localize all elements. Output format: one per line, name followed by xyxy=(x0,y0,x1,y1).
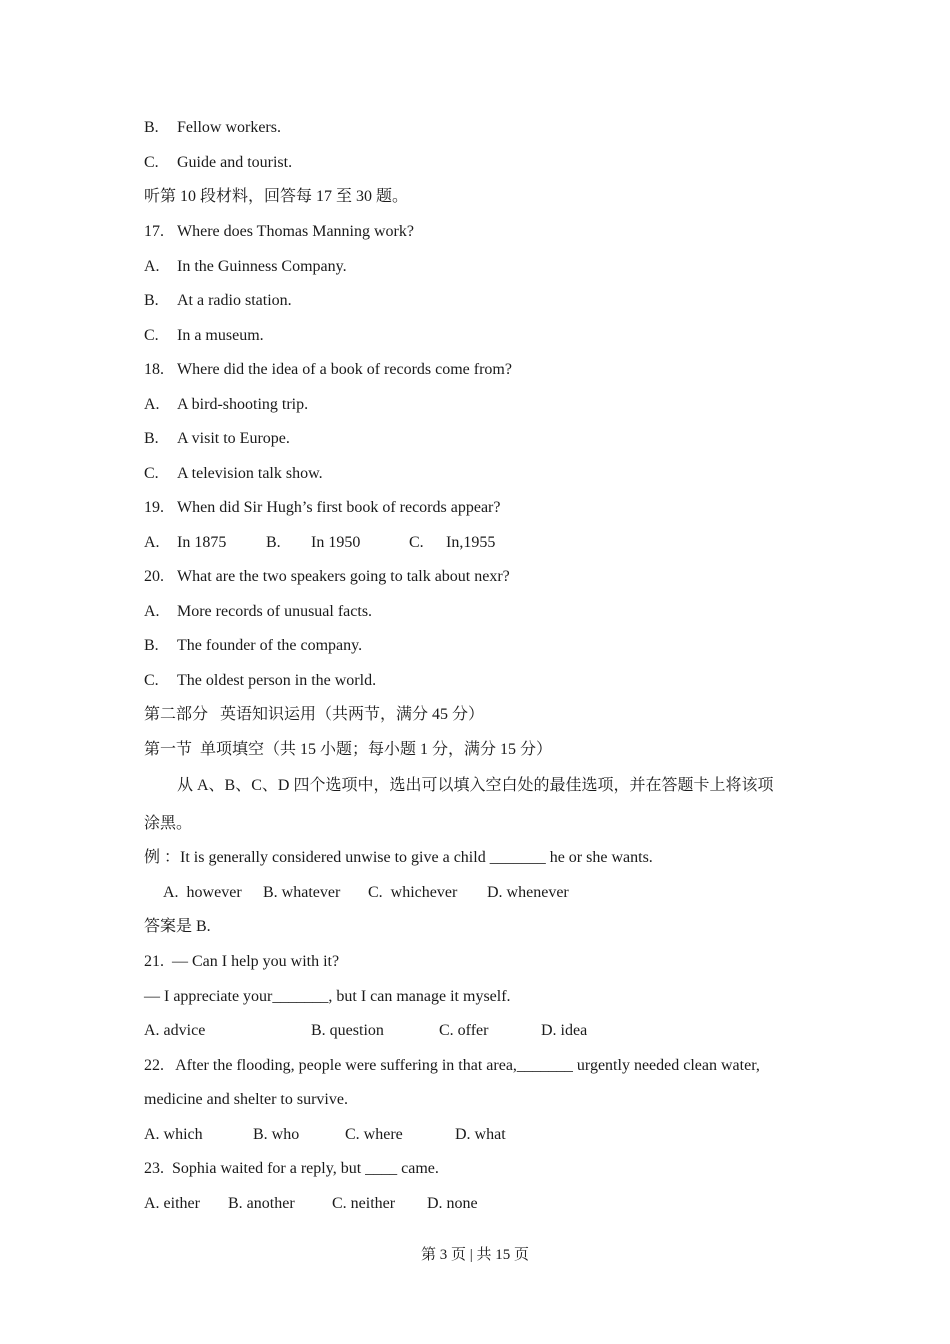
q17-stem: 17. Where does Thomas Manning work? xyxy=(144,223,414,240)
q22-option-b: B. who xyxy=(253,1126,300,1143)
q20-option-b: B. The founder of the company. xyxy=(144,637,363,654)
section1-heading: 第一节 单项填空（共 15 小题；每小题 1 分，满分 15 分） xyxy=(144,741,553,758)
section10-instruction: 听第 10 段材料，回答每 17 至 30 题。 xyxy=(144,188,409,205)
example-option-c: C. whichever xyxy=(368,884,458,901)
q16-option-b: B. Fellow workers. xyxy=(144,119,281,136)
q19-option-c: C. In,1955 xyxy=(409,534,496,551)
q21-option-d: D. idea xyxy=(541,1022,588,1039)
q22-option-c: C. where xyxy=(345,1126,403,1143)
q22-option-d: D. what xyxy=(455,1126,506,1143)
q23-option-d: D. none xyxy=(427,1195,478,1212)
q19-option-a: A. In 1875 xyxy=(144,534,227,551)
instruction-line-1: 从 A、B、C、D 四个选项中，选出可以填入空白处的最佳选项，并在答题卡上将该项 xyxy=(177,777,774,794)
q20-option-c: C. The oldest person in the world. xyxy=(144,672,377,689)
q22-line-1: 22. After the flooding, people were suffering in that area,_______ urgently needed clean water, xyxy=(144,1057,760,1074)
example-stem: 例 ：It is generally considered unwise to give a child _______ he or she wants. xyxy=(144,849,653,866)
q21-option-a: A. advice xyxy=(144,1022,206,1039)
q22-line-2: medicine and shelter to survive. xyxy=(144,1091,348,1108)
q19-option-b: B. In 1950 xyxy=(266,534,361,551)
q18-stem: 18. Where did the idea of a book of records come from? xyxy=(144,361,512,378)
q21-line-1: 21. — Can I help you with it? xyxy=(144,953,340,970)
q23-option-c: C. neither xyxy=(332,1195,396,1212)
q18-option-c: C. A television talk show. xyxy=(144,465,323,482)
example-answer: 答案是 B. xyxy=(144,918,211,935)
q21-option-c: C. offer xyxy=(439,1022,489,1039)
q23-option-b: B. another xyxy=(228,1195,295,1212)
example-option-b: B. whatever xyxy=(263,884,341,901)
q18-option-a: A. A bird-shooting trip. xyxy=(144,396,309,413)
example-blank: _______ xyxy=(489,849,546,866)
part2-heading: 第二部分 英语知识运用（共两节，满分 45 分） xyxy=(144,706,485,723)
q18-option-b: B. A visit to Europe. xyxy=(144,430,290,447)
instruction-line-2: 涂黑。 xyxy=(144,815,193,832)
q21-line-2: — I appreciate your_______, but I can manage it myself. xyxy=(144,988,511,1005)
q23-line-1: 23. Sophia waited for a reply, but ____ came. xyxy=(144,1160,439,1177)
example-option-a: A. however xyxy=(163,884,242,901)
q16-option-c: C. Guide and tourist. xyxy=(144,154,293,171)
q17-option-a: A. In the Guinness Company. xyxy=(144,258,347,275)
page-footer: 第 3 页 | 共 15 页 xyxy=(420,1247,529,1263)
q17-option-c: C. In a museum. xyxy=(144,327,264,344)
q20-option-a: A. More records of unusual facts. xyxy=(144,603,373,620)
q23-option-a: A. either xyxy=(144,1195,200,1212)
q21-option-b: B. question xyxy=(311,1022,384,1039)
q19-stem: 19. When did Sir Hugh’s first book of records appear? xyxy=(144,499,501,516)
q20-stem: 20. What are the two speakers going to talk about nexr? xyxy=(144,568,510,585)
q17-option-b: B. At a radio station. xyxy=(144,292,292,309)
q22-option-a: A. which xyxy=(144,1126,203,1143)
example-option-d: D. whenever xyxy=(487,884,569,901)
